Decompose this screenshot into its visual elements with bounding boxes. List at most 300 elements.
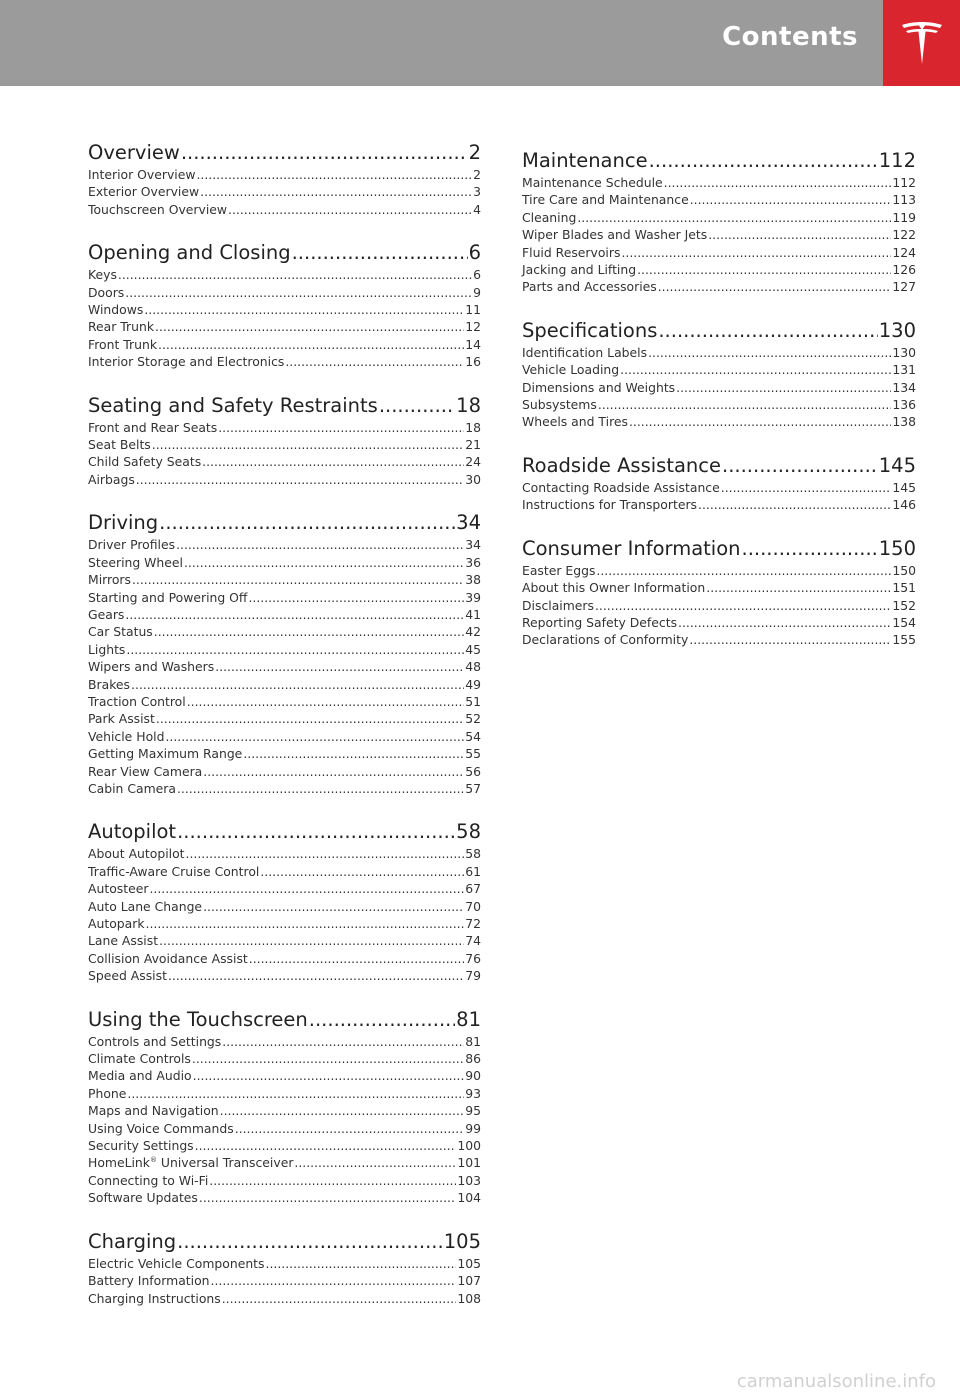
toc-entry[interactable] (88, 898, 481, 915)
entry-label: Interior Storage and Electronics (88, 354, 285, 370)
entry-page-number: 100 (457, 1138, 481, 1154)
section-page-number: 105 (443, 1229, 481, 1253)
entry-label: Phone (88, 1085, 127, 1101)
toc-entry[interactable] (522, 209, 916, 226)
leader-dots (156, 710, 464, 727)
entry-label: Jacking and Lifting (522, 262, 637, 278)
toc-entry[interactable] (88, 606, 481, 623)
toc-entry[interactable] (88, 950, 481, 967)
toc-entry[interactable] (88, 284, 481, 301)
entry-label: Touchscreen Overview (88, 201, 228, 217)
entry-page-number: 127 (892, 279, 916, 295)
entry-page-number: 146 (892, 497, 916, 513)
toc-entry[interactable] (88, 1033, 481, 1050)
toc-section (88, 240, 481, 370)
leader-dots (131, 676, 464, 693)
toc-entry[interactable] (88, 1189, 481, 1206)
entry-page-number: 107 (457, 1273, 481, 1289)
section-heading-label: Overview (88, 141, 180, 164)
entry-label: Security Settings (88, 1138, 194, 1154)
entry-page-number: 45 (465, 641, 481, 657)
section-heading-label: Opening and Closing (88, 241, 291, 265)
leader-dots (199, 1189, 456, 1206)
toc-entry[interactable] (88, 554, 481, 571)
leader-dots (243, 745, 464, 762)
leader-dots (658, 318, 877, 344)
toc-entry[interactable] (88, 880, 481, 897)
entry-page-number: 81 (465, 1033, 481, 1049)
section-heading-label: Specifications (522, 318, 658, 342)
entry-page-number: 58 (465, 846, 481, 862)
toc-entry[interactable] (88, 266, 481, 283)
section-heading-label: Maintenance (522, 149, 648, 172)
toc-entry[interactable] (88, 780, 481, 797)
toc-entry[interactable] (522, 496, 916, 513)
section-heading[interactable] (522, 453, 916, 479)
section-page-number: 6 (468, 241, 481, 265)
entry-label: Windows (88, 302, 144, 318)
section-page-number: 34 (456, 511, 481, 535)
leader-dots (181, 140, 468, 166)
leader-dots (285, 353, 464, 370)
toc-section (522, 148, 916, 296)
toc-entry[interactable] (522, 361, 916, 378)
leader-dots (144, 301, 464, 318)
entry-label: Software Updates (88, 1190, 198, 1206)
entry-label: Wiper Blades and Washer Jets (522, 227, 708, 243)
entry-page-number: 41 (465, 606, 481, 622)
toc-entry[interactable] (88, 623, 481, 640)
toc-section (88, 393, 481, 489)
entry-label: Front and Rear Seats (88, 419, 218, 435)
entry-page-number: 4 (473, 201, 481, 217)
watermark: carmanualsonline.info (736, 1371, 936, 1392)
entry-label: Using Voice Commands (88, 1120, 234, 1136)
entry-label: Gears (88, 606, 125, 622)
entry-label: Starting and Powering Off (88, 589, 248, 605)
section-heading[interactable] (522, 536, 916, 562)
leader-dots (235, 1120, 465, 1137)
entry-label: Cleaning (522, 209, 577, 225)
entry-label: Exterior Overview (88, 184, 200, 200)
toc-entry[interactable] (88, 1255, 481, 1272)
leader-dots (266, 1255, 457, 1272)
toc-section (88, 510, 481, 797)
leader-dots (146, 915, 465, 932)
toc-entry[interactable] (522, 174, 916, 191)
section-page-number: 58 (456, 820, 481, 844)
section-page-number: 145 (878, 453, 916, 477)
registered-mark: ® (149, 1156, 157, 1165)
section-heading[interactable] (88, 510, 481, 536)
toc-entry[interactable] (88, 183, 481, 200)
entry-label: Electric Vehicle Components (88, 1255, 265, 1271)
entry-page-number: 34 (465, 537, 481, 553)
entry-label: Lane Assist (88, 933, 159, 949)
toc-entry[interactable] (88, 536, 481, 553)
section-heading-label: Driving (88, 511, 159, 535)
leader-dots (196, 166, 472, 183)
entry-label: Connecting to Wi-Fi (88, 1172, 209, 1188)
entry-label: Brakes (88, 676, 130, 692)
entry-page-number: 76 (465, 950, 481, 966)
entry-label: Collision Avoidance Assist (88, 950, 248, 966)
toc-entry[interactable] (88, 1172, 481, 1189)
leader-dots (200, 183, 472, 200)
entry-label: Charging Instructions (88, 1290, 221, 1306)
entry-page-number: 136 (892, 397, 916, 413)
leader-dots (177, 780, 464, 797)
leader-dots (294, 1154, 456, 1171)
section-heading-label: Using the Touchscreen (88, 1007, 308, 1031)
section-heading[interactable] (88, 819, 481, 845)
toc-entry[interactable] (522, 562, 916, 579)
entry-page-number: 79 (465, 968, 481, 984)
toc-entry[interactable] (88, 201, 481, 218)
entry-page-number: 16 (465, 354, 481, 370)
section-heading[interactable] (88, 1007, 481, 1033)
toc-entry[interactable] (88, 1102, 481, 1119)
entry-page-number: 152 (892, 597, 916, 613)
toc-entry[interactable] (88, 318, 481, 335)
entry-page-number: 70 (465, 898, 481, 914)
entry-label: Car Status (88, 624, 153, 640)
entry-page-number: 154 (892, 614, 916, 630)
toc-entry[interactable] (522, 479, 916, 496)
entry-page-number: 72 (465, 916, 481, 931)
entry-label: Dimensions and Weights (522, 379, 676, 395)
leader-dots (152, 436, 464, 453)
entry-page-number: 134 (892, 379, 916, 395)
entry-label: Vehicle Loading (522, 362, 620, 378)
entry-label: Instructions for Transporters (522, 497, 697, 513)
entry-label: Child Safety Seats (88, 454, 202, 470)
leader-dots (228, 201, 472, 218)
toc-entry[interactable] (522, 579, 916, 596)
leader-dots (203, 898, 464, 915)
leader-dots (598, 396, 892, 413)
toc-entry[interactable] (88, 676, 481, 693)
leader-dots (195, 1137, 457, 1154)
entry-page-number: 24 (465, 454, 481, 470)
section-page-number: 81 (456, 1007, 481, 1031)
leader-dots (595, 597, 891, 614)
toc-entry[interactable] (88, 728, 481, 745)
leader-dots (159, 932, 464, 949)
entry-page-number: 130 (892, 344, 916, 360)
toc-entry[interactable] (88, 710, 481, 727)
toc-section (88, 1229, 481, 1307)
section-heading[interactable] (88, 393, 481, 419)
entry-page-number: 108 (457, 1290, 481, 1306)
leader-dots (742, 536, 878, 562)
entry-page-number: 36 (465, 554, 481, 570)
entry-page-number: 95 (465, 1103, 481, 1119)
leader-dots (132, 571, 464, 588)
entry-label: Doors (88, 284, 125, 300)
entry-label: Traction Control (88, 693, 186, 709)
section-page-number: 18 (456, 393, 481, 417)
entry-label: Front Trunk (88, 336, 157, 352)
section-heading[interactable] (88, 1229, 481, 1255)
entry-label: Mirrors (88, 572, 131, 588)
section-heading-label: Autopilot (88, 820, 177, 844)
leader-dots (698, 496, 891, 513)
entry-page-number: 150 (892, 562, 916, 578)
entry-page-number: 49 (465, 676, 481, 692)
toc-section (522, 536, 916, 649)
entry-page-number: 3 (473, 184, 481, 200)
section-heading-label: Consumer Information (522, 536, 741, 560)
entry-label: Reporting Safety Defects (522, 614, 678, 630)
section-heading-label: Charging (88, 1229, 177, 1253)
entry-page-number: 151 (892, 580, 916, 596)
entry-page-number: 105 (457, 1255, 481, 1271)
toc-entry[interactable] (88, 845, 481, 862)
leader-dots (149, 880, 464, 897)
leader-dots (127, 1085, 464, 1102)
entry-label: Easter Eggs (522, 562, 596, 578)
toc-entry[interactable] (88, 1067, 481, 1084)
entry-page-number: 18 (465, 419, 481, 435)
tesla-logo-icon (900, 19, 944, 67)
entry-label: Fluid Reservoirs (522, 244, 621, 260)
leader-dots (155, 318, 464, 335)
leader-dots (220, 1102, 465, 1119)
entry-label: Subsystems (522, 397, 597, 413)
entry-label: Getting Maximum Range (88, 746, 243, 762)
entry-page-number: 42 (465, 624, 481, 640)
entry-page-number: 30 (465, 471, 481, 487)
page-header (0, 0, 960, 86)
entry-page-number: 74 (465, 933, 481, 949)
section-heading[interactable] (522, 148, 916, 174)
toc-entry[interactable] (88, 932, 481, 949)
entry-label: Keys (88, 267, 117, 283)
entry-page-number: 122 (892, 227, 916, 243)
entry-page-number: 112 (892, 175, 916, 190)
section-page-number: 150 (878, 536, 916, 560)
section-page-number: 130 (878, 318, 916, 342)
entry-label: Airbags (88, 471, 135, 487)
toc-entry[interactable] (522, 344, 916, 361)
toc-entry[interactable] (88, 658, 481, 675)
leader-dots (577, 209, 891, 226)
toc-entry[interactable] (88, 1050, 481, 1067)
leader-dots (193, 1067, 465, 1084)
entry-label: Battery Information (88, 1273, 210, 1289)
entry-page-number: 103 (457, 1172, 481, 1188)
toc-entry[interactable] (88, 915, 481, 932)
leader-dots (721, 479, 892, 496)
section-heading[interactable] (522, 318, 916, 344)
entry-label: Autopark (88, 916, 145, 931)
leader-dots (125, 606, 464, 623)
toc-entry[interactable] (88, 436, 481, 453)
section-heading-label: Seating and Safety Restraints (88, 393, 378, 417)
toc-entry[interactable] (88, 863, 481, 880)
toc-entry[interactable] (88, 301, 481, 318)
toc-entry[interactable] (88, 1272, 481, 1289)
entry-label: Tire Care and Maintenance (522, 192, 689, 208)
toc-entry[interactable] (88, 1137, 481, 1154)
toc-entry[interactable] (88, 641, 481, 658)
entry-page-number: 39 (465, 589, 481, 605)
leader-dots (136, 471, 464, 488)
entry-page-number: 67 (465, 881, 481, 897)
toc-right-column (522, 148, 916, 671)
entry-page-number: 145 (892, 479, 916, 495)
entry-page-number: 90 (465, 1068, 481, 1084)
leader-dots (192, 1050, 464, 1067)
entry-page-number: 6 (473, 267, 481, 283)
leader-dots (620, 361, 891, 378)
toc-section (522, 318, 916, 431)
toc-entry[interactable] (522, 631, 916, 648)
toc-entry[interactable] (88, 1154, 481, 1171)
leader-dots (658, 278, 892, 295)
entry-label: Wipers and Washers (88, 659, 215, 675)
toc-entry[interactable] (88, 453, 481, 470)
leader-dots (165, 728, 464, 745)
leader-dots (118, 266, 472, 283)
toc-entry[interactable] (88, 1085, 481, 1102)
leader-dots (689, 631, 891, 648)
entry-page-number: 101 (457, 1155, 481, 1171)
entry-label: Media and Audio (88, 1068, 192, 1084)
leader-dots (664, 174, 892, 191)
entry-page-number: 86 (465, 1051, 481, 1067)
entry-page-number: 51 (465, 693, 481, 709)
entry-label: Identification Labels (522, 344, 648, 360)
entry-page-number: 57 (465, 780, 481, 796)
toc-entry[interactable] (88, 571, 481, 588)
toc-entry[interactable] (522, 379, 916, 396)
toc-entry[interactable] (88, 419, 481, 436)
entry-label: Parts and Accessories (522, 279, 657, 295)
leader-dots (184, 554, 464, 571)
leader-dots (260, 863, 464, 880)
toc-entry[interactable] (522, 413, 916, 430)
entry-page-number: 56 (465, 763, 481, 779)
brand-logo (883, 0, 960, 86)
entry-label: Driver Profiles (88, 537, 176, 553)
entry-label: Traffic-Aware Cruise Control (88, 863, 260, 879)
section-heading[interactable] (88, 140, 481, 166)
toc-entry[interactable] (88, 693, 481, 710)
entry-page-number: 131 (892, 362, 916, 378)
toc-entry[interactable] (522, 614, 916, 631)
entry-page-number: 12 (465, 319, 481, 335)
leader-dots (176, 536, 464, 553)
entry-label: Contacting Roadside Assistance (522, 479, 720, 495)
entry-page-number: 2 (473, 167, 481, 182)
toc-entry[interactable] (522, 396, 916, 413)
leader-dots (629, 413, 891, 430)
leader-dots (722, 453, 878, 479)
entry-page-number: 104 (457, 1190, 481, 1206)
entry-page-number: 14 (465, 336, 481, 352)
entry-page-number: 93 (465, 1085, 481, 1101)
toc-entry[interactable] (88, 763, 481, 780)
leader-dots (211, 1272, 457, 1289)
leader-dots (168, 967, 464, 984)
toc-entry[interactable] (88, 589, 481, 606)
toc-entry[interactable] (88, 336, 481, 353)
entry-label: Vehicle Hold (88, 728, 165, 744)
toc-entry[interactable] (88, 967, 481, 984)
leader-dots (215, 658, 464, 675)
toc-section (88, 819, 481, 984)
leader-dots (177, 819, 455, 845)
entry-label: Speed Assist (88, 968, 167, 984)
leader-dots (678, 614, 891, 631)
entry-label: Lights (88, 641, 126, 657)
leader-dots (154, 623, 464, 640)
toc-entry[interactable] (88, 1290, 481, 1307)
entry-label: HomeLink® Universal Transceiver (88, 1155, 294, 1171)
leader-dots (637, 261, 891, 278)
entry-page-number: 38 (465, 572, 481, 588)
entry-label: Controls and Settings (88, 1033, 222, 1049)
entry-label: About this Owner Information (522, 580, 706, 596)
leader-dots (209, 1172, 456, 1189)
leader-dots (706, 579, 891, 596)
section-heading[interactable] (88, 240, 481, 266)
entry-label: Auto Lane Change (88, 898, 203, 914)
section-heading-label: Roadside Assistance (522, 453, 721, 477)
entry-page-number: 119 (892, 209, 916, 225)
entry-label: Climate Controls (88, 1051, 191, 1067)
toc-entry[interactable] (522, 191, 916, 208)
leader-dots (690, 191, 892, 208)
entry-label: Cabin Camera (88, 780, 176, 796)
section-page-number: 2 (468, 141, 481, 164)
toc-entry[interactable] (88, 353, 481, 370)
entry-label: Rear View Camera (88, 763, 203, 779)
entry-page-number: 124 (892, 244, 916, 260)
leader-dots (159, 510, 455, 536)
entry-label: Wheels and Tires (522, 414, 628, 430)
toc-entry[interactable] (88, 745, 481, 762)
entry-page-number: 61 (465, 863, 481, 879)
entry-label: Maps and Navigation (88, 1103, 219, 1119)
entry-page-number: 155 (892, 632, 916, 648)
entry-page-number: 9 (473, 284, 481, 300)
toc-entry[interactable] (522, 244, 916, 261)
toc-entry[interactable] (522, 226, 916, 243)
leader-dots (222, 1290, 457, 1307)
toc-entry[interactable] (88, 1120, 481, 1137)
leader-dots (596, 562, 891, 579)
entry-page-number: 99 (465, 1120, 481, 1136)
leader-dots (187, 693, 465, 710)
toc-entry[interactable] (522, 278, 916, 295)
toc-entry[interactable] (522, 261, 916, 278)
entry-label: Disclaimers (522, 597, 594, 613)
toc-entry[interactable] (522, 597, 916, 614)
leader-dots (292, 240, 468, 266)
leader-dots (158, 336, 464, 353)
toc-entry[interactable] (88, 166, 481, 183)
leader-dots (648, 344, 891, 361)
entry-label: Interior Overview (88, 167, 196, 182)
leader-dots (222, 1033, 464, 1050)
entry-page-number: 48 (465, 659, 481, 675)
toc-entry[interactable] (88, 471, 481, 488)
entry-page-number: 21 (465, 437, 481, 453)
entry-label: Declarations of Conformity (522, 632, 689, 648)
